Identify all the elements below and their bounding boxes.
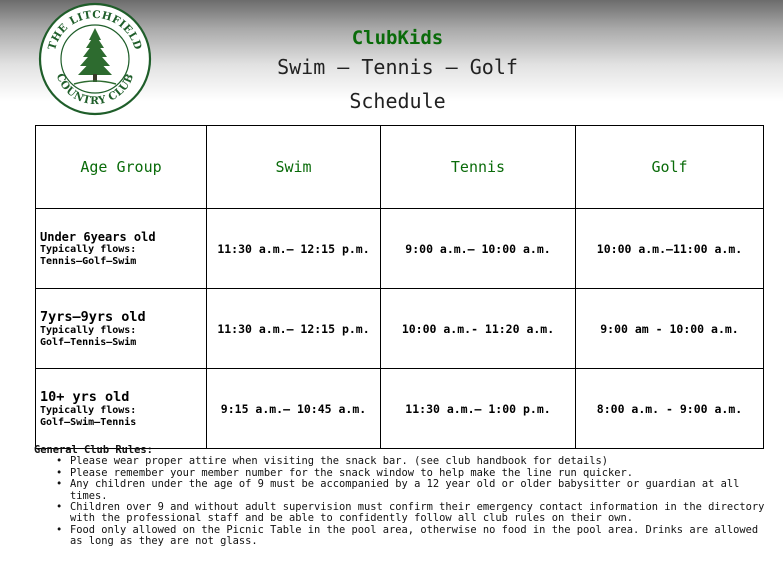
tennis-time: 11:30 a.m.– 1:00 p.m. <box>381 369 576 449</box>
list-item: • Food only allowed on the Picnic Table in the pool area, otherwise no food in the pool area. Drinks are allowed as long as they are not glass. <box>70 525 769 548</box>
rules-list <box>34 456 769 547</box>
swim-time: 9:15 a.m.– 10:45 a.m. <box>207 369 381 449</box>
golf-time: 10:00 a.m.–11:00 a.m. <box>576 209 764 289</box>
flows-label: Typically flows: <box>40 404 137 416</box>
table-row <box>36 289 764 369</box>
schedule-table <box>35 125 764 449</box>
golf-time: 8:00 a.m. - 9:00 a.m. <box>576 369 764 449</box>
schedule-subtitle: Schedule <box>349 89 446 113</box>
age-label: 7yrs–9yrs old <box>40 308 146 325</box>
flows-label: Typically flows: <box>40 243 137 255</box>
header-tennis: Tennis <box>381 126 576 209</box>
golf-time: 9:00 am - 10:00 a.m. <box>576 289 764 369</box>
list-item: • Please wear proper attire when visiting the snack bar. (see club handbook for details) <box>70 456 769 467</box>
club-rules <box>34 445 769 548</box>
flows-order: Golf–Tennis–Swim <box>40 336 137 348</box>
table-row <box>36 369 764 449</box>
flows-order: Golf–Swim–Tennis <box>40 416 137 428</box>
age-label: Under 6years old <box>40 229 156 244</box>
sports-subtitle: Swim – Tennis – Golf <box>277 55 518 79</box>
age-label: 10+ yrs old <box>40 388 130 405</box>
age-cell <box>36 289 207 369</box>
list-item: • Please remember your member number for the snack window to help make the line run quicker. <box>70 468 769 479</box>
club-logo <box>38 2 152 116</box>
header-swim: Swim <box>207 126 381 209</box>
list-item: • Any children under the age of 9 must be accompanied by a 12 year old or older babysitter or guardian at all times. <box>70 479 769 502</box>
brand-title: ClubKids <box>351 27 444 49</box>
table-row <box>36 209 764 289</box>
page-header <box>190 26 605 118</box>
flows-label: Typically flows: <box>40 324 137 336</box>
logo-text-bottom: COUNTRY CLUB <box>53 71 137 108</box>
logo-text-top: THE LITCHFIELD <box>46 8 144 52</box>
swim-time: 11:30 a.m.– 12:15 p.m. <box>207 209 381 289</box>
tennis-time: 9:00 a.m.– 10:00 a.m. <box>381 209 576 289</box>
header-golf: Golf <box>576 126 764 209</box>
list-item: • Children over 9 and without adult supervision must confirm their emergency contact information in the directory with the professional staff and be able to confidently follow all club rules on their own. <box>70 502 769 525</box>
header-age-group: Age Group <box>36 126 207 209</box>
tennis-time: 10:00 a.m.- 11:20 a.m. <box>381 289 576 369</box>
rules-title: General Club Rules: <box>34 444 153 456</box>
table-header-row <box>36 126 764 209</box>
flows-order: Tennis–Golf–Swim <box>40 255 137 267</box>
age-cell <box>36 369 207 449</box>
age-cell <box>36 209 207 289</box>
swim-time: 11:30 a.m.– 12:15 p.m. <box>207 289 381 369</box>
